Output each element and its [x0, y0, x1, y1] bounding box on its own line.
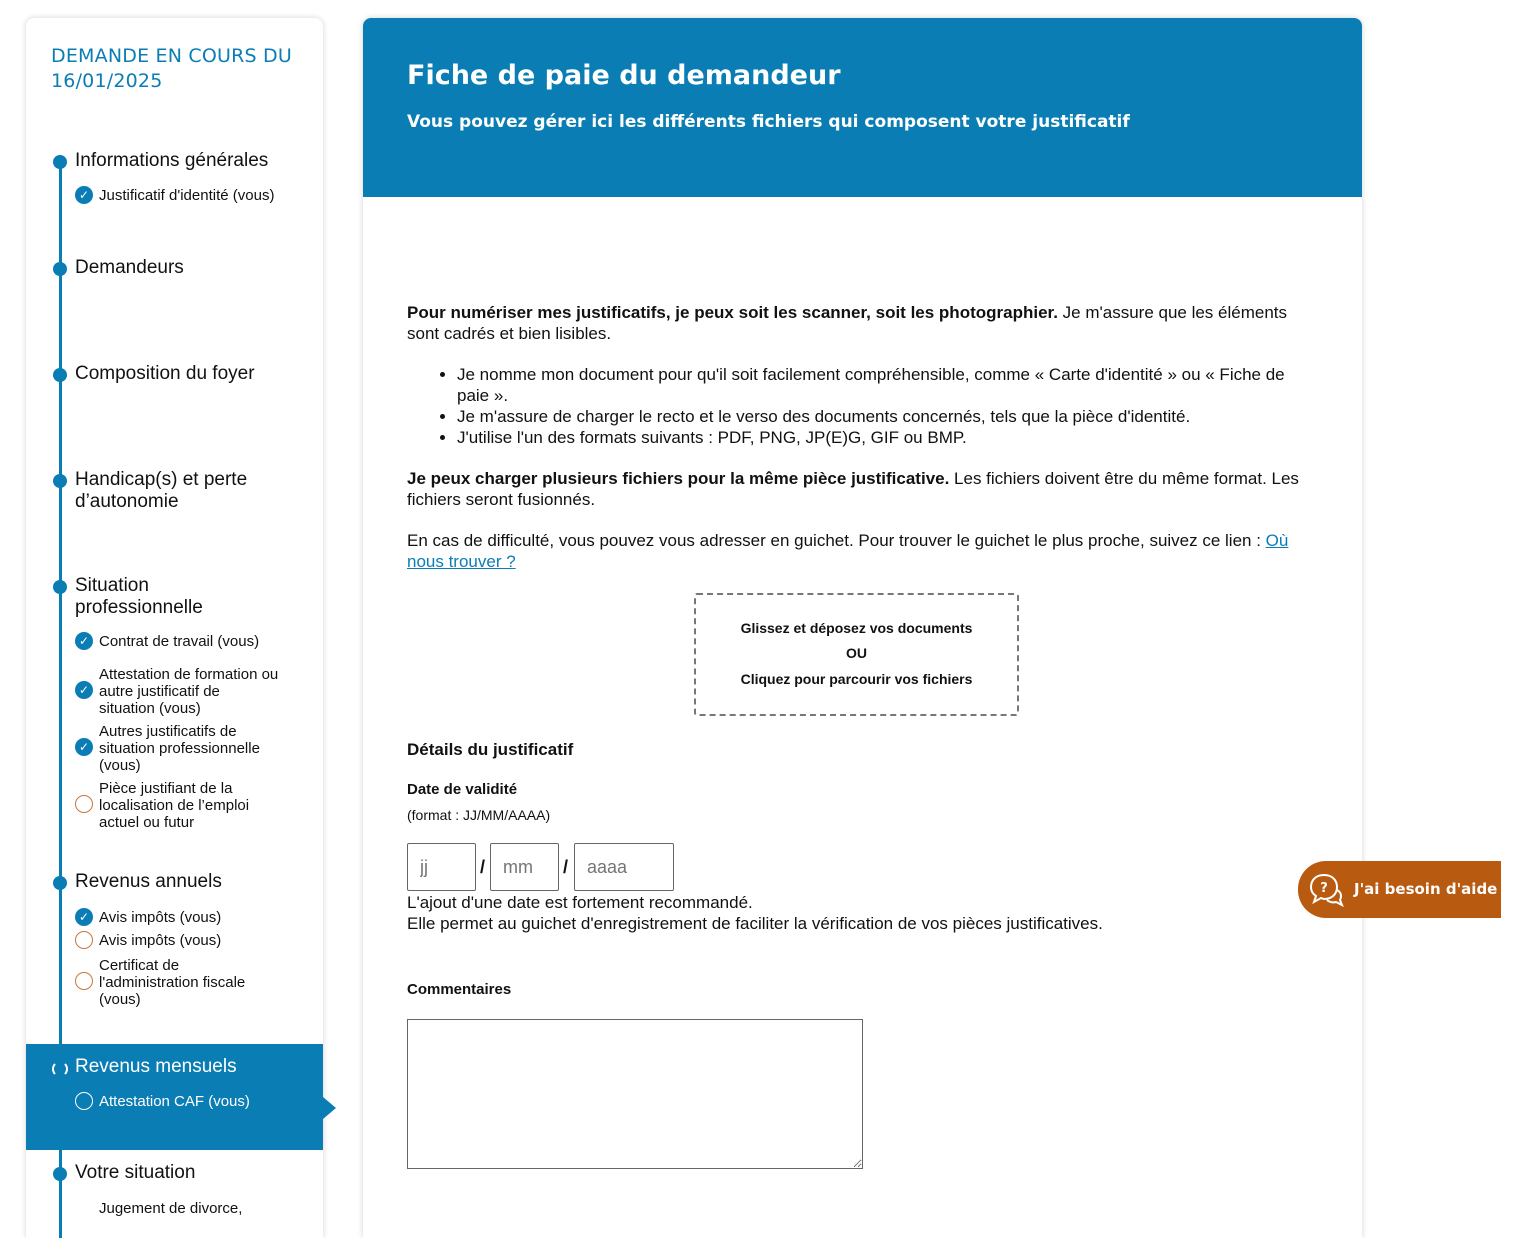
sub-item-label: Avis impôts (vous) [99, 909, 222, 926]
instruction-scan [407, 302, 1319, 344]
instruction-scan-rest: Je m'assure que les éléments sont cadrés et bien lisibles. [407, 303, 1288, 343]
instruction-multiple-rest: Les fichiers doivent être du même format. Les fichiers seront fusionnés. [407, 469, 1299, 509]
step-label [75, 469, 295, 513]
date-label: Date de validité [407, 781, 518, 798]
list-item: • Je m'assure de charger le recto et le verso des documents concernés, tels que la pièce d'identité. [457, 406, 1319, 427]
step-label: Demandeurs [75, 257, 184, 278]
svg-text:?: ? [1320, 881, 1328, 896]
in-progress-icon [52, 1061, 68, 1077]
step-dot [53, 155, 67, 169]
date-separator: / [480, 857, 486, 877]
instructions [407, 302, 1319, 572]
progress-sidebar [26, 18, 323, 1238]
instruction-help-text: En cas de difficulté, vous pouvez vous adresser en guichet. Pour trouver le guichet le plus proche, suivez ce lien : [407, 531, 1266, 550]
month-input[interactable] [490, 843, 559, 891]
instruction-list [407, 364, 1319, 448]
step-label: Revenus mensuels [75, 1056, 237, 1077]
help-button-label: J'ai besoin d'aide [1354, 880, 1498, 898]
request-date: 16/01/2025 [51, 70, 163, 92]
date-hint [407, 892, 1103, 934]
file-dropzone[interactable] [694, 593, 1019, 716]
sub-item-label: Jugement de divorce, [99, 1200, 243, 1217]
step-label: Composition du foyer [75, 363, 255, 384]
where-to-find-us-link[interactable]: Où nous trouver ? [407, 531, 1289, 571]
step-label-line2: professionnelle [75, 597, 203, 618]
pending-circle-icon [75, 931, 93, 949]
date-format-hint: (format : JJ/MM/AAAA) [407, 807, 551, 823]
check-icon: ✓ [75, 908, 93, 926]
details-title: Détails du justificatif [407, 740, 574, 759]
sub-item-label: Contrat de travail (vous) [99, 633, 260, 650]
page-header [363, 18, 1362, 197]
pending-circle-icon [75, 795, 93, 813]
step-dot [53, 876, 67, 890]
date-hint-line1: L'ajout d'une date est fortement recommandé. [407, 893, 753, 912]
step-dot [53, 580, 67, 594]
page-title: Fiche de paie du demandeur [407, 60, 841, 91]
date-hint-line2: Elle permet au guichet d'enregistrement de faciliter la vérification de vos pièces justificatives. [407, 914, 1103, 933]
step-dot [53, 474, 67, 488]
instruction-help [407, 530, 1319, 572]
dropzone-drag-text: Glissez et déposez vos documents [740, 620, 973, 636]
sub-item-label: Autres justificatifs de situation professionnelle (vous) [99, 723, 260, 774]
main-card [363, 18, 1362, 1238]
help-button[interactable] [1298, 861, 1501, 918]
list-item: • J'utilise l'un des formats suivants : PDF, PNG, JP(E)G, GIF ou BMP. [457, 427, 1319, 448]
sub-item-label: Attestation CAF (vous) [99, 1093, 250, 1110]
check-icon: ✓ [75, 681, 93, 699]
question-chat-icon [1308, 872, 1344, 908]
check-icon: ✓ [75, 632, 93, 650]
sub-item-label: Justificatif d'identité (vous) [99, 187, 275, 204]
day-input[interactable] [407, 843, 476, 891]
step-label: Revenus annuels [75, 871, 222, 892]
check-icon: ✓ [75, 738, 93, 756]
instruction-multiple [407, 468, 1319, 510]
comments-label: Commentaires [407, 981, 512, 998]
request-title-line1: DEMANDE EN COURS DU [51, 45, 292, 67]
step-dot [53, 368, 67, 382]
dropzone-browse-text: Cliquez pour parcourir vos fichiers [740, 671, 973, 687]
pending-circle-icon [75, 1092, 93, 1110]
sub-item-label: Pièce justifiant de la localisation de l’emploi actuel ou futur [99, 780, 250, 831]
sub-item-label: Avis impôts (vous) [99, 932, 222, 949]
check-icon: ✓ [75, 186, 93, 204]
step-dot [53, 1167, 67, 1181]
date-separator: / [563, 857, 569, 877]
step-label-line1: Handicap(s) et perte [75, 469, 248, 490]
step-label: Informations générales [75, 150, 269, 171]
active-step-pointer [323, 1097, 336, 1119]
instruction-scan-bold: Pour numériser mes justificatifs, je peux soit les scanner, soit les photographier. [407, 303, 1058, 322]
sub-item-label: Attestation de formation ou autre justificatif de situation (vous) [99, 666, 279, 717]
page-subtitle: Vous pouvez gérer ici les différents fichiers qui composent votre justificatif [407, 112, 1130, 132]
list-item: • Je nomme mon document pour qu'il soit facilement compréhensible, comme « Carte d'identité » ou « Fiche de paie ». [457, 364, 1319, 406]
comments-textarea[interactable] [407, 1019, 863, 1169]
dropzone-or-text: OU [846, 645, 867, 661]
pending-circle-icon [75, 972, 93, 990]
sub-item-label: Certificat de l'administration fiscale (vous) [99, 957, 246, 1008]
instruction-multiple-bold: Je peux charger plusieurs fichiers pour la même pièce justificative. [407, 469, 950, 488]
step-dot [53, 262, 67, 276]
request-title [51, 44, 311, 94]
step-label-line2: d’autonomie [75, 491, 179, 512]
year-input[interactable] [574, 843, 674, 891]
step-label: Votre situation [75, 1162, 196, 1183]
step-label [75, 575, 295, 619]
step-label-line1: Situation [75, 575, 149, 596]
step-revenus-mensuels-active[interactable] [26, 1044, 323, 1150]
